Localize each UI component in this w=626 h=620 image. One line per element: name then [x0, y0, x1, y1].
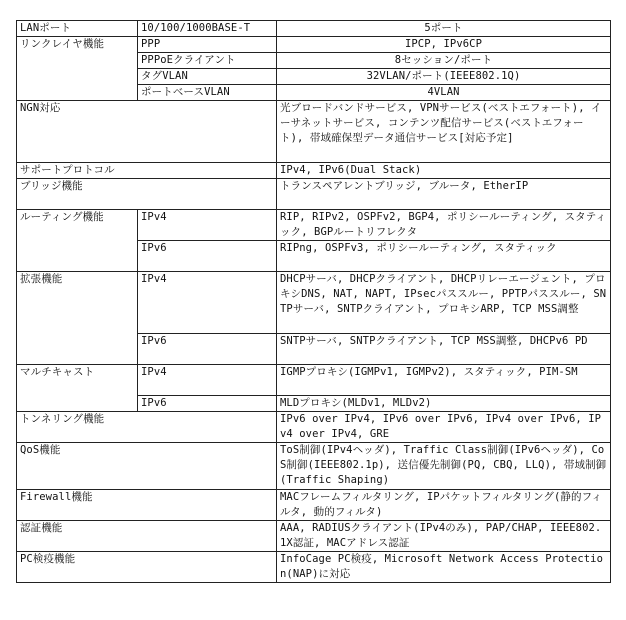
table-row: [17, 365, 611, 396]
table-row: [17, 179, 611, 210]
row-value: InfoCage PC検疫, Microsoft Network Access Protection(NAP)に対応: [277, 552, 611, 583]
row-value: 光ブロードバンドサービス, VPNサービス(ベストエフォート), イーサネットサービス, コンテンツ配信サービス(ベストエフォート), 帯域確保型データ通信サービス[対応予定]: [277, 101, 611, 163]
table-row: [17, 101, 611, 163]
row-subcategory: ポートベースVLAN: [138, 85, 277, 101]
table-row: [17, 412, 611, 443]
row-value: 8セッション/ポート: [277, 53, 611, 69]
table-row: [17, 21, 611, 37]
row-category: サポートプロトコル: [17, 163, 277, 179]
row-category: LANポート: [17, 21, 138, 37]
row-value: 5ポート: [277, 21, 611, 37]
row-value: RIPng, OSPFv3, ポリシールーティング, スタティック: [277, 241, 611, 272]
row-category: PC検疫機能: [17, 552, 277, 583]
row-subcategory: PPPoEクライアント: [138, 53, 277, 69]
table-row: [17, 272, 611, 334]
row-category: 拡張機能: [17, 272, 138, 365]
row-value: ToS制御(IPv4ヘッダ), Traffic Class制御(IPv6ヘッダ), CoS制御(IEEE802.1p), 送信優先制御(PQ, CBQ, LLQ), 帯域制御(Traffic Shaping): [277, 443, 611, 490]
row-value: RIP, RIPv2, OSPFv2, BGP4, ポリシールーティング, スタティック, BGPルートリフレクタ: [277, 210, 611, 241]
row-value: AAA, RADIUSクライアント(IPv4のみ), PAP/CHAP, IEEE802.1X認証, MACアドレス認証: [277, 521, 611, 552]
row-value: MACフレームフィルタリング, IPパケットフィルタリング(静的フィルタ, 動的フィルタ): [277, 490, 611, 521]
row-subcategory: IPv4: [138, 272, 277, 334]
row-value: IPCP, IPv6CP: [277, 37, 611, 53]
row-subcategory: IPv6: [138, 334, 277, 365]
row-subcategory: PPP: [138, 37, 277, 53]
row-subcategory: タグVLAN: [138, 69, 277, 85]
table-row: [17, 210, 611, 241]
table-row: [17, 443, 611, 490]
row-category: Firewall機能: [17, 490, 277, 521]
table-row: [17, 163, 611, 179]
row-value: DHCPサーバ, DHCPクライアント, DHCPリレーエージェント, プロキシDNS, NAT, NAPT, IPsecパススルー, PPTPパススルー, SNTPサーバ, SNTPクライアント, プロキシARP, TCP MSS調整: [277, 272, 611, 334]
row-value: IPv6 over IPv4, IPv6 over IPv6, IPv4 over IPv6, IPv4 over IPv4, GRE: [277, 412, 611, 443]
row-category: リンクレイヤ機能: [17, 37, 138, 101]
row-value: トランスペアレントブリッジ, ブルータ, EtherIP: [277, 179, 611, 210]
row-value: 32VLAN/ポート(IEEE802.1Q): [277, 69, 611, 85]
table-row: [17, 490, 611, 521]
table-row: [17, 552, 611, 583]
row-category: 認証機能: [17, 521, 277, 552]
row-category: マルチキャスト: [17, 365, 138, 412]
row-category: トンネリング機能: [17, 412, 277, 443]
table-row: [17, 37, 611, 53]
row-subcategory: IPv6: [138, 396, 277, 412]
row-value: IPv4, IPv6(Dual Stack): [277, 163, 611, 179]
spec-table: [16, 20, 611, 583]
row-value: 4VLAN: [277, 85, 611, 101]
row-subcategory: IPv6: [138, 241, 277, 272]
row-category: ブリッジ機能: [17, 179, 277, 210]
row-value: MLDプロキシ(MLDv1, MLDv2): [277, 396, 611, 412]
table-row: [17, 521, 611, 552]
row-subcategory: IPv4: [138, 210, 277, 241]
row-subcategory: IPv4: [138, 365, 277, 396]
row-category: ルーティング機能: [17, 210, 138, 272]
row-value: IGMPプロキシ(IGMPv1, IGMPv2), スタティック, PIM-SM: [277, 365, 611, 396]
row-subcategory: 10/100/1000BASE-T: [138, 21, 277, 37]
row-value: SNTPサーバ, SNTPクライアント, TCP MSS調整, DHCPv6 PD: [277, 334, 611, 365]
row-category: NGN対応: [17, 101, 277, 163]
row-category: QoS機能: [17, 443, 277, 490]
